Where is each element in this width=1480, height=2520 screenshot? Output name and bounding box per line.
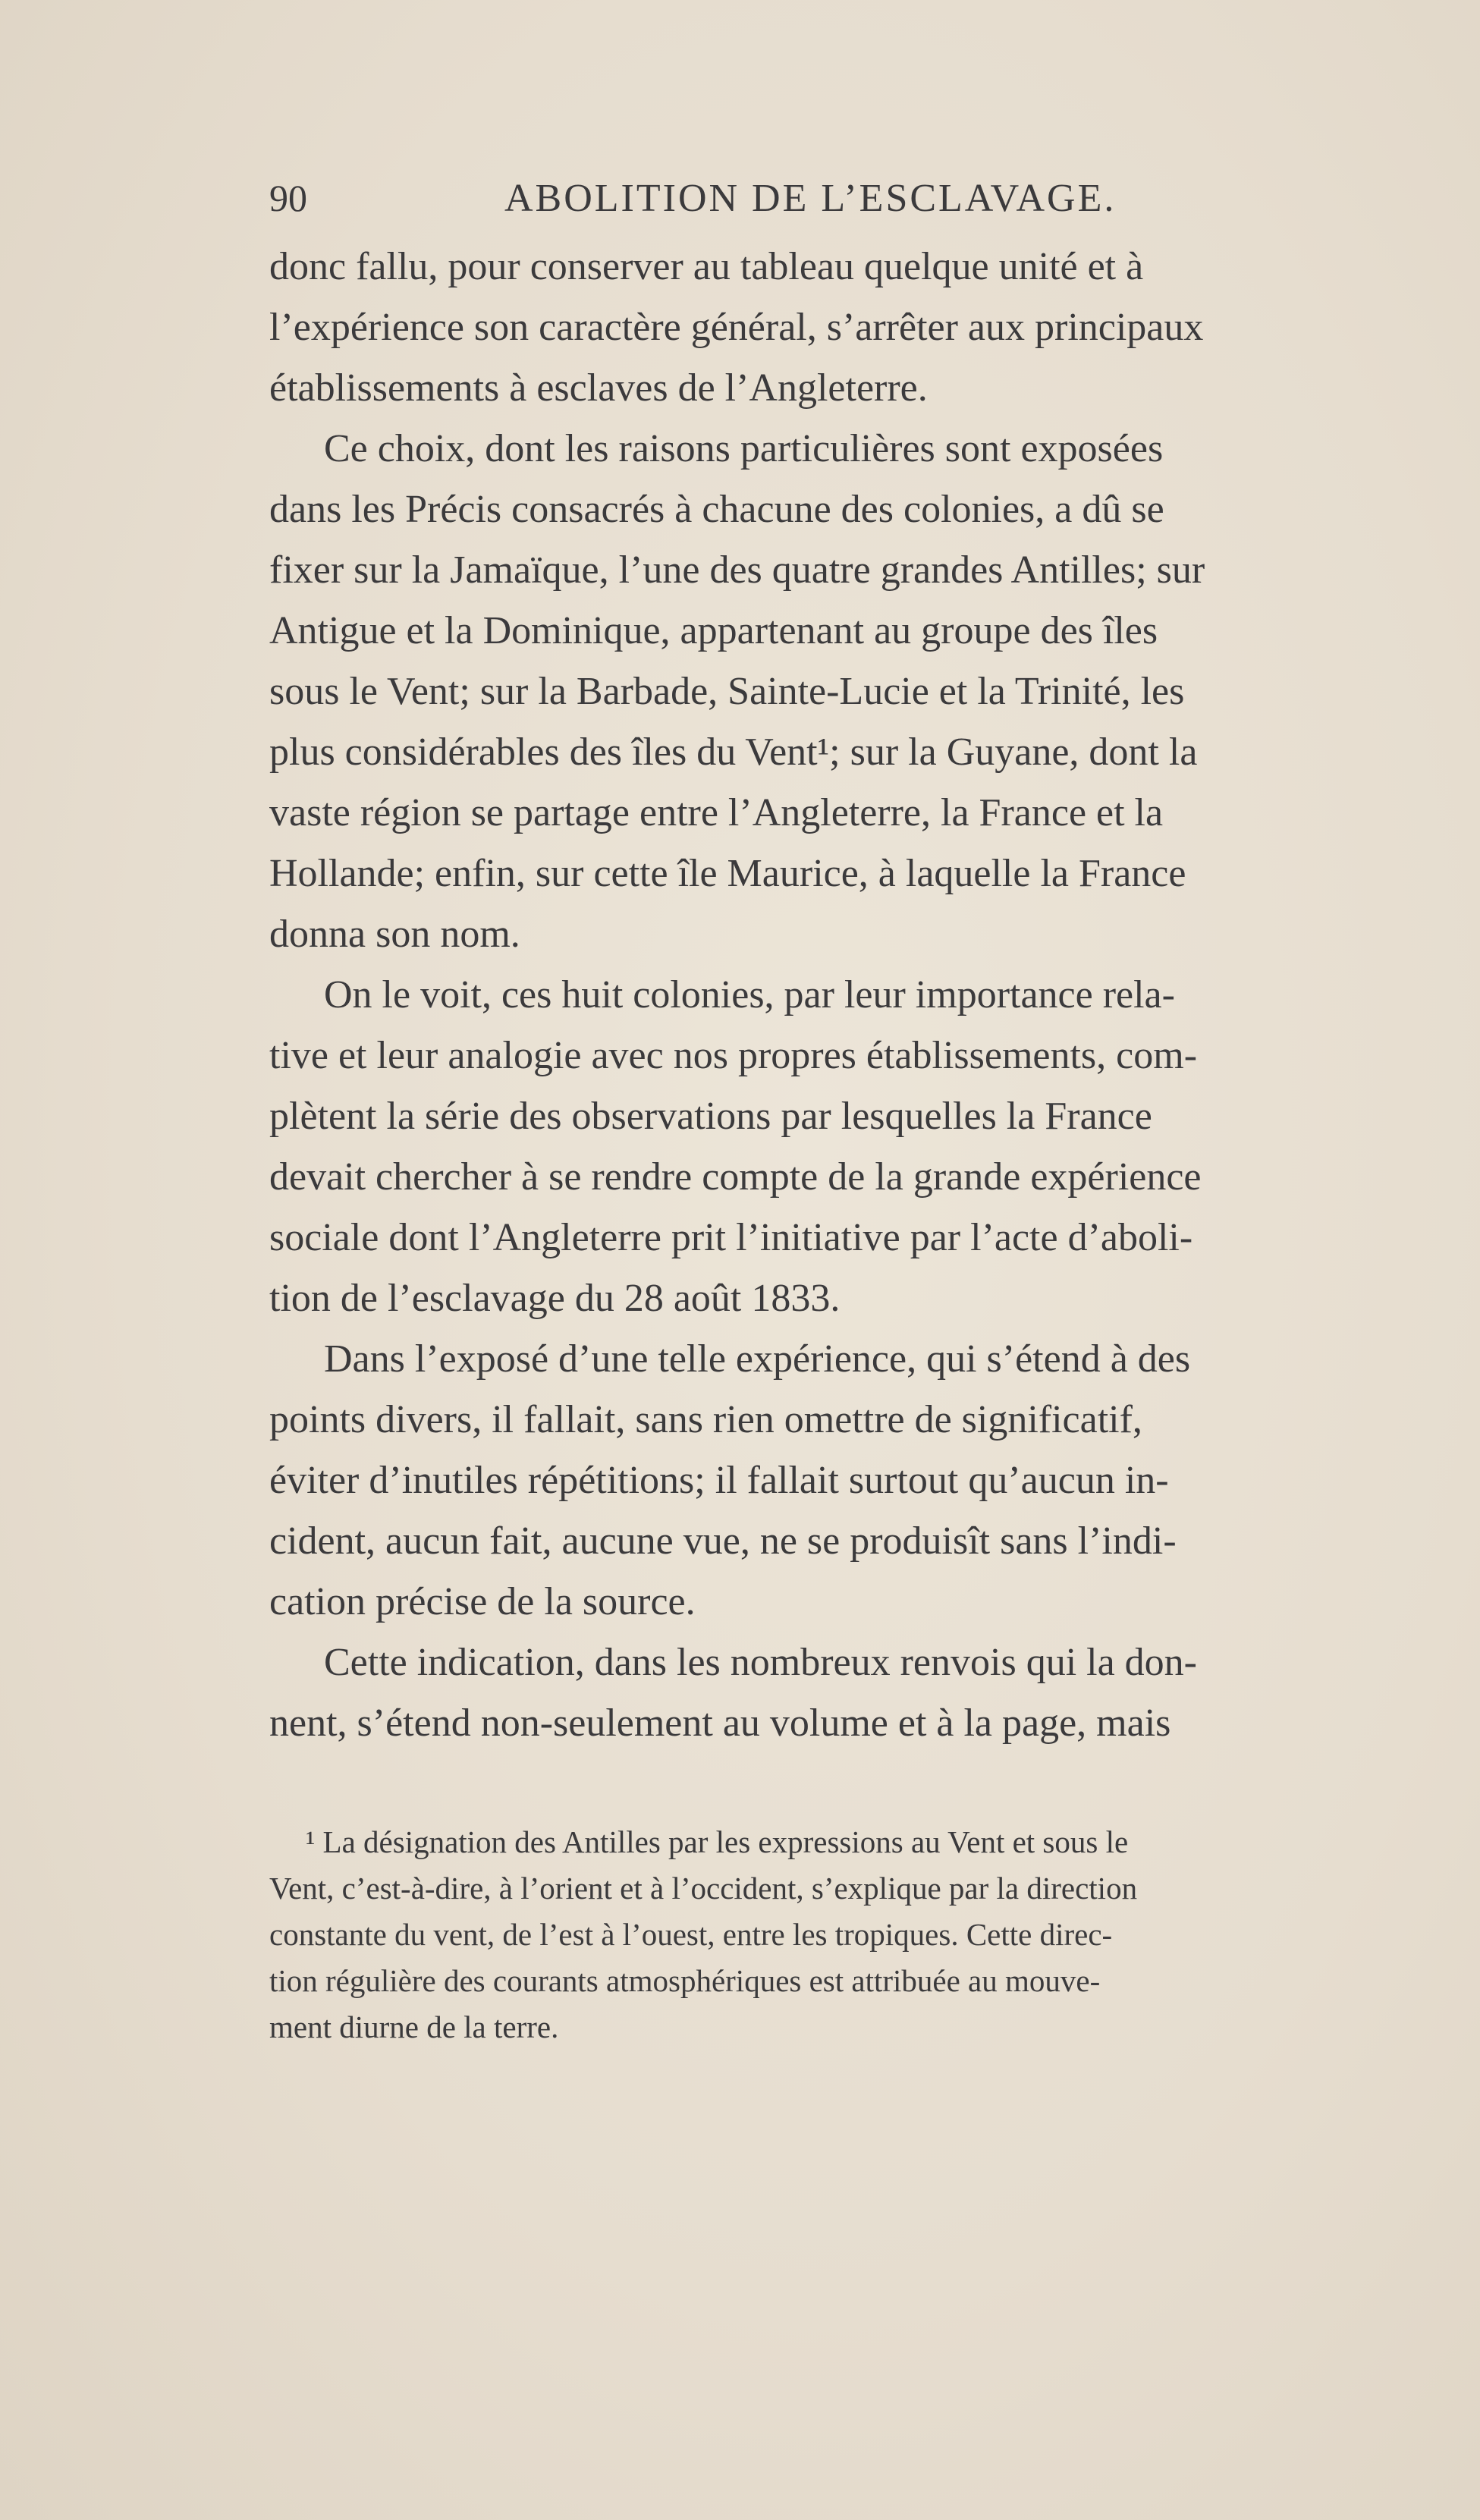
footnote-line: tion régulière des courants atmosphériques est attribuée au mouve- bbox=[269, 1963, 1101, 1998]
text-line: donna son nom. bbox=[269, 913, 520, 956]
text-line: Antigue et la Dominique, appartenant au groupe des îles bbox=[269, 609, 1158, 652]
footnote-line: Vent, c’est-à-dire, à l’orient et à l’occident, s’explique par la direction bbox=[269, 1871, 1138, 1906]
footnote bbox=[269, 1819, 1407, 2050]
text-line: fixer sur la Jamaïque, l’une des quatre grandes Antilles; sur bbox=[269, 548, 1205, 592]
text-line: sous le Vent; sur la Barbade, Sainte-Lucie et la Trinité, les bbox=[269, 670, 1185, 713]
text-line: Dans l’exposé d’une telle expérience, qui s’étend à des bbox=[324, 1337, 1191, 1381]
text-line: Ce choix, dont les raisons particulières sont exposées bbox=[324, 427, 1164, 470]
footnote-line: ¹ La désignation des Antilles par les expressions au Vent et sous le bbox=[306, 1824, 1129, 1859]
page-number: 90 bbox=[269, 177, 307, 219]
text-line: éviter d’inutiles répétitions; il fallait surtout qu’aucun in- bbox=[269, 1459, 1169, 1502]
text-line: établissements à esclaves de l’Angleterre. bbox=[269, 366, 928, 410]
text-line: On le voit, ces huit colonies, par leur importance rela- bbox=[324, 973, 1175, 1016]
text-line: dans les Précis consacrés à chacune des colonies, a dû se bbox=[269, 488, 1164, 531]
text-line: nent, s’étend non-seulement au volume et à la page, mais bbox=[269, 1701, 1171, 1745]
text-line: sociale dont l’Angleterre prit l’initiative par l’acte d’aboli- bbox=[269, 1216, 1193, 1259]
text-line: Hollande; enfin, sur cette île Maurice, à laquelle la France bbox=[269, 852, 1186, 895]
text-line: tive et leur analogie avec nos propres établissements, com- bbox=[269, 1034, 1198, 1077]
text-line: tion de l’esclavage du 28 août 1833. bbox=[269, 1277, 841, 1320]
main-text bbox=[269, 237, 1407, 1754]
footnote-line: constante du vent, de l’est à l’ouest, entre les tropiques. Cette direc- bbox=[269, 1917, 1113, 1952]
text-line: devait chercher à se rendre compte de la grande expérience bbox=[269, 1155, 1202, 1199]
running-title: ABOLITION DE L’ESCLAVAGE. bbox=[504, 177, 1117, 220]
text-line: Cette indication, dans les nombreux renvois qui la don- bbox=[324, 1641, 1197, 1684]
running-header bbox=[269, 176, 1407, 229]
footnote-line: ment diurne de la terre. bbox=[269, 2009, 559, 2044]
text-line: points divers, il fallait, sans rien omettre de significatif, bbox=[269, 1398, 1142, 1441]
text-line: plus considérables des îles du Vent¹; sur la Guyane, dont la bbox=[269, 731, 1198, 774]
text-line: plètent la série des observations par lesquelles la France bbox=[269, 1095, 1152, 1138]
text-line: l’expérience son caractère général, s’arrêter aux principaux bbox=[269, 306, 1204, 349]
text-line: vaste région se partage entre l’Angleterre, la France et la bbox=[269, 791, 1164, 834]
text-line: donc fallu, pour conserver au tableau quelque unité et à bbox=[269, 245, 1144, 288]
text-line: cation précise de la source. bbox=[269, 1580, 696, 1623]
text-line: cident, aucun fait, aucune vue, ne se produisît sans l’indi- bbox=[269, 1519, 1177, 1563]
